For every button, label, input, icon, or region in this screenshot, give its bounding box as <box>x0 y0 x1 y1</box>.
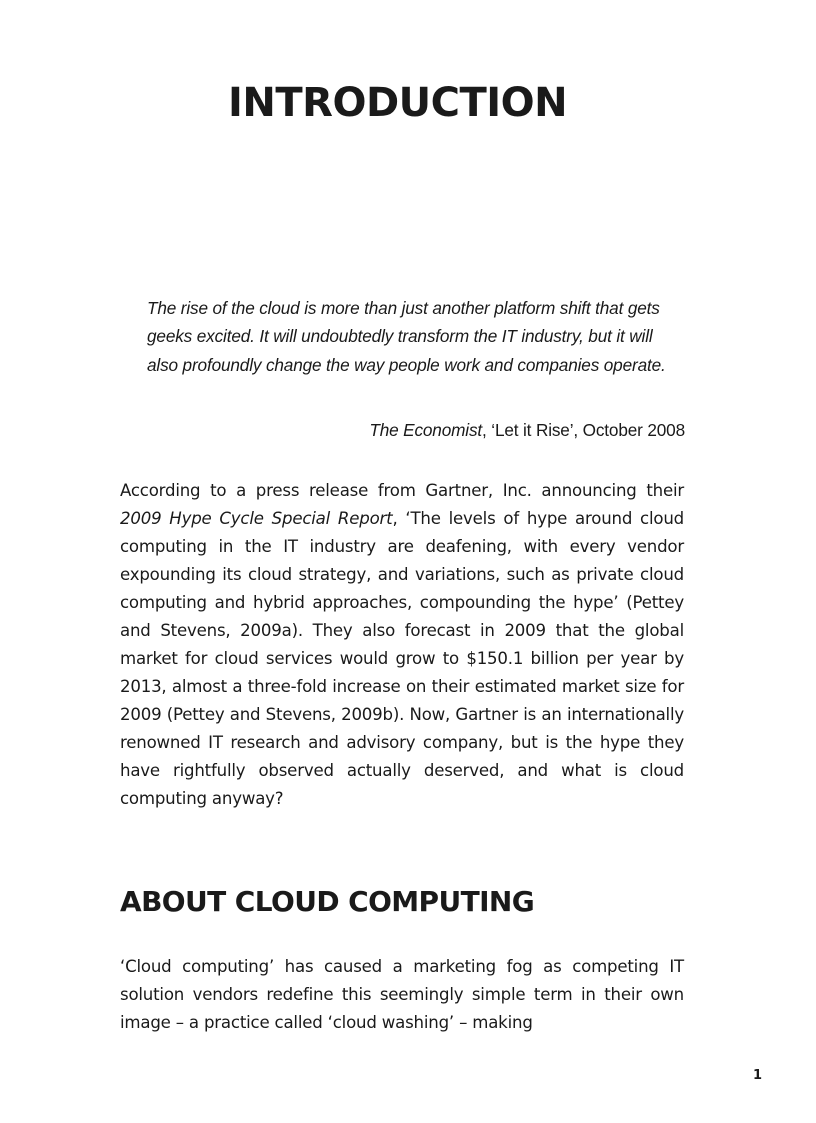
paragraph-1-part-a: According to a press release from Gartner, Inc. announcing their <box>120 481 684 500</box>
section-heading: ABOUT CLOUD COMPUTING <box>120 885 535 918</box>
report-title: 2009 Hype Cycle Special Report <box>120 509 393 528</box>
epigraph-attribution <box>369 420 685 441</box>
body-paragraph-1 <box>120 477 684 813</box>
body-paragraph-2: ‘Cloud computing’ has caused a marketing fog as competing IT solution vendors redefine this seemingly simple term in their own image – a practice called ‘cloud washing’ – making <box>120 957 684 1032</box>
source-publication: The Economist <box>369 420 483 440</box>
source-details: , ‘Let it Rise’, October 2008 <box>482 420 685 440</box>
page-number: 1 <box>753 1068 763 1083</box>
chapter-title: INTRODUCTION <box>228 80 568 126</box>
epigraph-quote: The rise of the cloud is more than just another platform shift that gets geeks excited. It will undoubtedly transform the IT industry, but it will also profoundly change the way people work and companies operate. <box>147 298 666 375</box>
paragraph-1-part-b: , ‘The levels of hype around cloud computing in the IT industry are deafening, with every vendor expounding its cloud strategy, and variations, such as private cloud computing and hybrid approaches, compounding the hype’ (Pettey and Stevens, 2009a). They also forecast in 2009 that the global market for cloud services would grow to $150.1 billion per year by 2013, almost a three-fold increase on their estimated market size for 2009 (Pettey and Stevens, 2009b). Now, Gartner is an internationally renowned IT research and advisory company, but is the hype they have rightfully observed actually deserved, and what is cloud computing anyway? <box>120 509 684 808</box>
